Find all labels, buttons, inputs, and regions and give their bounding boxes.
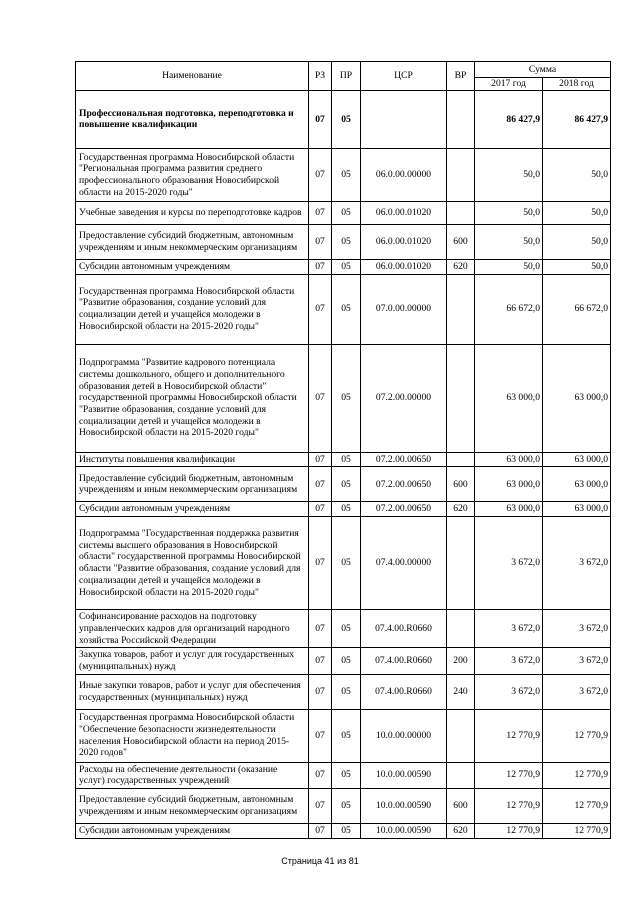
row-pr: 05: [332, 709, 361, 762]
row-rz: 07: [309, 502, 332, 517]
row-csr: 07.4.00.00000: [361, 517, 447, 610]
row-pr: 05: [332, 201, 361, 224]
table-row: [76, 674, 611, 709]
table-row: [76, 224, 611, 259]
row-name: Государственная программа Новосибирской области "Развитие образования, создание условий для социализации детей и учащейся молодежи в Новосибирской области на 2015-2020 годы": [76, 274, 309, 344]
row-vr: 600: [447, 789, 475, 824]
row-csr: 10.0.00.00590: [361, 762, 447, 788]
header-year-2017: 2017 год: [475, 78, 543, 91]
row-vr: 620: [447, 259, 475, 274]
row-sum-2017: 3 672,0: [475, 517, 543, 610]
row-sum-2018: 3 672,0: [543, 610, 611, 648]
row-pr: 05: [332, 762, 361, 788]
table-row: [76, 517, 611, 610]
row-vr: [447, 517, 475, 610]
table-row: [76, 467, 611, 502]
row-vr: [447, 610, 475, 648]
row-sum-2017: 12 770,9: [475, 789, 543, 824]
row-sum-2018: 3 672,0: [543, 517, 611, 610]
row-vr: 600: [447, 224, 475, 259]
row-sum-2018: 63 000,0: [543, 502, 611, 517]
row-vr: [447, 452, 475, 467]
row-pr: 05: [332, 674, 361, 709]
row-sum-2017: 50,0: [475, 201, 543, 224]
table-row: [76, 90, 611, 148]
row-sum-2017: 66 672,0: [475, 274, 543, 344]
table-row: [76, 344, 611, 452]
row-rz: 07: [309, 789, 332, 824]
row-sum-2017: 50,0: [475, 148, 543, 201]
row-csr: 10.0.00.00000: [361, 709, 447, 762]
row-name: Подпрограмма "Государственная поддержка развития системы высшего образования в Новосибирской области" государственной программы Новосибирской области "Развитие образования, создание условий для социализации детей и учащейся молодежи в Новосибирской области на 2015-2020 годы": [76, 517, 309, 610]
row-csr: 07.2.00.00650: [361, 452, 447, 467]
row-name: Институты повышения квалификации: [76, 452, 309, 467]
row-pr: 05: [332, 517, 361, 610]
row-csr: 07.4.00.R0660: [361, 674, 447, 709]
row-sum-2018: 12 770,9: [543, 709, 611, 762]
row-pr: 05: [332, 789, 361, 824]
row-name: Учебные заведения и курсы по переподготовке кадров: [76, 201, 309, 224]
row-vr: 620: [447, 502, 475, 517]
table-row: [76, 610, 611, 648]
row-name: Закупка товаров, работ и услуг для государственных (муниципальных) нужд: [76, 648, 309, 674]
row-name: Субсидии автономным учреждениям: [76, 259, 309, 274]
budget-table: [75, 61, 611, 839]
row-csr: 07.0.00.00000: [361, 274, 447, 344]
row-rz: 07: [309, 344, 332, 452]
row-sum-2017: 63 000,0: [475, 344, 543, 452]
table-row: [76, 762, 611, 788]
row-csr: 06.0.00.00000: [361, 148, 447, 201]
row-vr: [447, 344, 475, 452]
row-vr: 200: [447, 648, 475, 674]
row-csr: 10.0.00.00590: [361, 824, 447, 839]
row-rz: 07: [309, 517, 332, 610]
row-rz: 07: [309, 610, 332, 648]
row-sum-2018: 86 427,9: [543, 90, 611, 148]
table-body: [76, 90, 611, 838]
header-year-2018: 2018 год: [543, 78, 611, 91]
row-name: Подпрограмма "Развитие кадрового потенциала системы дошкольного, общего и дополнительного образования детей в Новосибирской области" государственной программы Новосибирской области "Развитие образования, создание условий для социализации детей и учащейся молодежи в Новосибирской области на 2015-2020 годы": [76, 344, 309, 452]
row-csr: 07.2.00.00650: [361, 467, 447, 502]
row-rz: 07: [309, 674, 332, 709]
row-rz: 07: [309, 259, 332, 274]
row-name: Субсидии автономным учреждениям: [76, 502, 309, 517]
row-rz: 07: [309, 762, 332, 788]
row-rz: 07: [309, 709, 332, 762]
row-csr: [361, 90, 447, 148]
row-sum-2017: 12 770,9: [475, 824, 543, 839]
row-rz: 07: [309, 824, 332, 839]
row-name: Государственная программа Новосибирской области "Региональная программа развития среднего профессионального образования Новосибирской области на 2015-2020 годы": [76, 148, 309, 201]
row-rz: 07: [309, 148, 332, 201]
row-sum-2017: 63 000,0: [475, 502, 543, 517]
row-csr: 06.0.00.01020: [361, 224, 447, 259]
row-sum-2017: 63 000,0: [475, 452, 543, 467]
row-sum-2017: 86 427,9: [475, 90, 543, 148]
row-sum-2018: 3 672,0: [543, 648, 611, 674]
row-pr: 05: [332, 274, 361, 344]
row-pr: 05: [332, 502, 361, 517]
row-sum-2018: 12 770,9: [543, 824, 611, 839]
header-vr: ВР: [447, 62, 475, 91]
row-sum-2018: 12 770,9: [543, 789, 611, 824]
row-name: Субсидии автономным учреждениям: [76, 824, 309, 839]
row-sum-2018: 3 672,0: [543, 674, 611, 709]
row-sum-2017: 3 672,0: [475, 674, 543, 709]
table-row: [76, 201, 611, 224]
table-row: [76, 259, 611, 274]
row-sum-2017: 50,0: [475, 224, 543, 259]
table-row: [76, 709, 611, 762]
row-sum-2018: 50,0: [543, 148, 611, 201]
row-csr: 10.0.00.00590: [361, 789, 447, 824]
row-csr: 07.4.00.R0660: [361, 648, 447, 674]
row-sum-2017: 50,0: [475, 259, 543, 274]
row-pr: 05: [332, 224, 361, 259]
row-pr: 05: [332, 344, 361, 452]
row-vr: [447, 201, 475, 224]
row-rz: 07: [309, 224, 332, 259]
row-csr: 06.0.00.01020: [361, 201, 447, 224]
row-sum-2018: 50,0: [543, 224, 611, 259]
row-rz: 07: [309, 274, 332, 344]
table-row: [76, 148, 611, 201]
row-sum-2018: 12 770,9: [543, 762, 611, 788]
row-csr: 07.4.00.R0660: [361, 610, 447, 648]
row-csr: 06.0.00.01020: [361, 259, 447, 274]
row-sum-2017: 63 000,0: [475, 467, 543, 502]
row-vr: 620: [447, 824, 475, 839]
row-vr: [447, 709, 475, 762]
table-row: [76, 824, 611, 839]
row-rz: 07: [309, 648, 332, 674]
row-name: Профессиональная подготовка, переподготовка и повышение квалификации: [76, 90, 309, 148]
header-csr: ЦСР: [361, 62, 447, 91]
row-rz: 07: [309, 201, 332, 224]
table-row: [76, 648, 611, 674]
row-name: Государственная программа Новосибирской области "Обеспечение безопасности жизнедеятельности населения Новосибирской области на период 2015-2020 годов": [76, 709, 309, 762]
row-pr: 05: [332, 648, 361, 674]
row-sum-2018: 66 672,0: [543, 274, 611, 344]
row-vr: [447, 148, 475, 201]
table-row: [76, 502, 611, 517]
row-pr: 05: [332, 824, 361, 839]
header-rz: РЗ: [309, 62, 332, 91]
header-pr: ПР: [332, 62, 361, 91]
row-name: Софинансирование расходов на подготовку управленческих кадров для организаций народного хозяйства Российской Федерации: [76, 610, 309, 648]
header-sum: Сумма: [475, 62, 611, 78]
row-vr: 600: [447, 467, 475, 502]
row-name: Расходы на обеспечение деятельности (оказание услуг) государственных учреждений: [76, 762, 309, 788]
row-pr: 05: [332, 610, 361, 648]
row-pr: 05: [332, 467, 361, 502]
row-pr: 05: [332, 148, 361, 201]
row-name: Предоставление субсидий бюджетным, автономным учреждениям и иным некоммерческим организациям: [76, 467, 309, 502]
row-rz: 07: [309, 452, 332, 467]
header-name: Наименование: [76, 62, 309, 91]
row-sum-2017: 12 770,9: [475, 762, 543, 788]
row-vr: [447, 90, 475, 148]
row-pr: 05: [332, 90, 361, 148]
row-rz: 07: [309, 90, 332, 148]
row-sum-2018: 50,0: [543, 201, 611, 224]
row-vr: 240: [447, 674, 475, 709]
row-rz: 07: [309, 467, 332, 502]
table-row: [76, 789, 611, 824]
table-row: [76, 274, 611, 344]
row-sum-2017: 12 770,9: [475, 709, 543, 762]
row-sum-2017: 3 672,0: [475, 648, 543, 674]
row-name: Предоставление субсидий бюджетным, автономным учреждениям и иным некоммерческим организациям: [76, 224, 309, 259]
row-sum-2018: 63 000,0: [543, 452, 611, 467]
row-sum-2018: 63 000,0: [543, 467, 611, 502]
row-sum-2018: 50,0: [543, 259, 611, 274]
row-csr: 07.2.00.00000: [361, 344, 447, 452]
table-row: [76, 452, 611, 467]
row-pr: 05: [332, 452, 361, 467]
row-csr: 07.2.00.00650: [361, 502, 447, 517]
row-vr: [447, 274, 475, 344]
row-name: Иные закупки товаров, работ и услуг для обеспечения государственных (муниципальных) нужд: [76, 674, 309, 709]
row-pr: 05: [332, 259, 361, 274]
row-sum-2017: 3 672,0: [475, 610, 543, 648]
row-vr: [447, 762, 475, 788]
row-sum-2018: 63 000,0: [543, 344, 611, 452]
row-name: Предоставление субсидий бюджетным, автономным учреждениям и иным некоммерческим организациям: [76, 789, 309, 824]
page-footer: Страница 41 из 81: [281, 856, 359, 866]
